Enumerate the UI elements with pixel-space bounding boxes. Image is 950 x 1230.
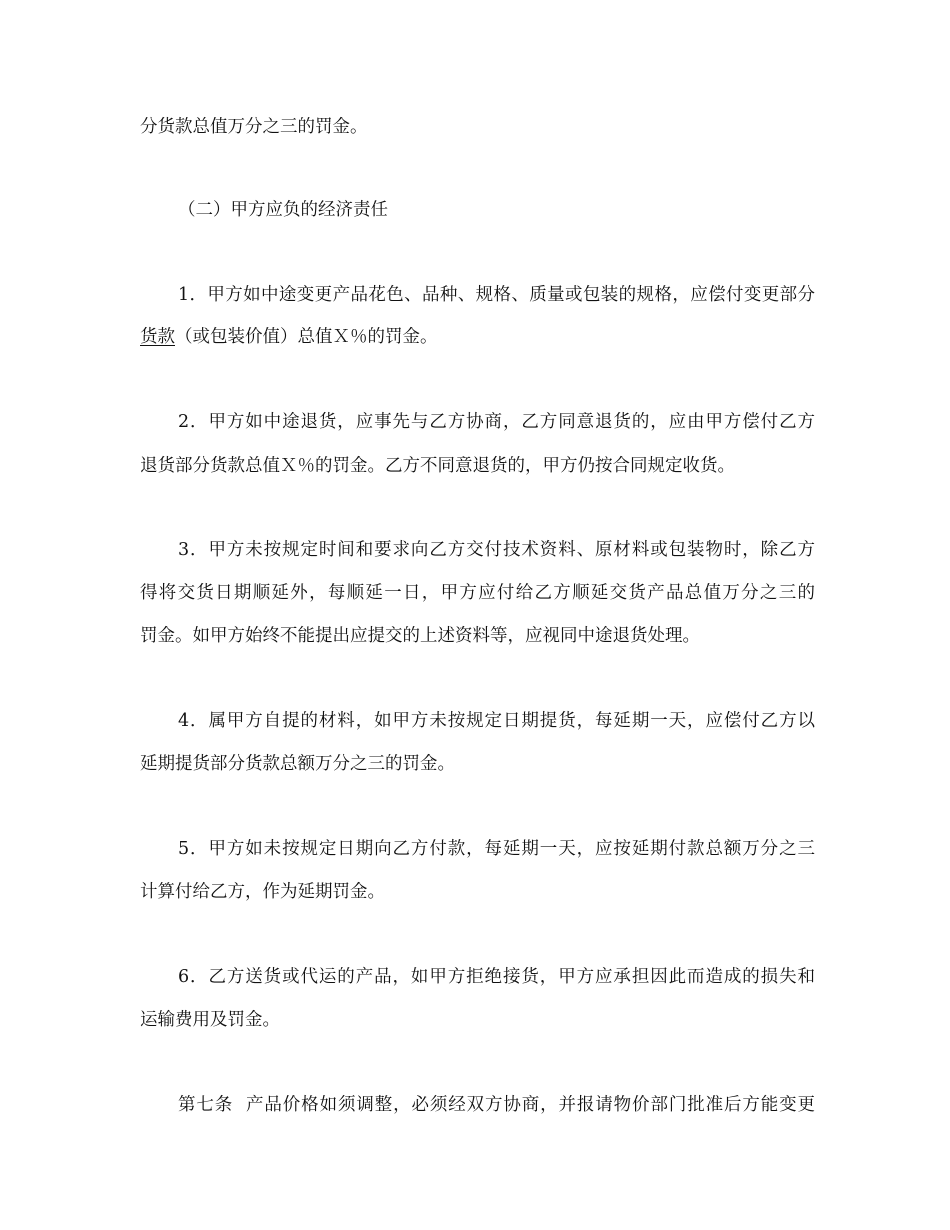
item-2-line-1: 2．甲方如中途退货，应事先与乙方协商，乙方同意退货的，应由甲方偿付乙方 — [178, 412, 815, 432]
underlined-term-payment: 货款 — [140, 327, 175, 347]
item-5-line-1: 5．甲方如未按规定日期向乙方付款，每延期一天，应按延期付款总额万分之三 — [178, 839, 815, 859]
item-3-line-3: 罚金。如甲方始终不能提出应提交的上述资料等，应视同中途退货处理。 — [140, 626, 700, 646]
item-2-line-2: 退货部分货款总值Ｘ％的罚金。乙方不同意退货的，甲方仍按合同规定收货。 — [140, 456, 735, 476]
item-3-line-2: 得将交货日期顺延外，每顺延一日，甲方应付给乙方顺延交货产品总值万分之三的 — [140, 583, 815, 603]
item-6-line-1: 6．乙方送货或代运的产品，如甲方拒绝接货，甲方应承担因此而造成的损失和 — [178, 967, 815, 987]
item-6-line-2: 运输费用及罚金。 — [140, 1010, 280, 1030]
item-3-line-1: 3．甲方未按规定时间和要求向乙方交付技术资料、原材料或包装物时，除乙方 — [178, 540, 815, 560]
item-5-line-2: 计算付给乙方，作为延期罚金。 — [140, 882, 385, 902]
item-1-line-1: 1．甲方如中途变更产品花色、品种、规格、质量或包装的规格，应偿付变更部分 — [178, 285, 815, 305]
item-1-line-2 — [140, 326, 815, 348]
section-heading-party-a-liability: （二）甲方应负的经济责任 — [178, 200, 388, 220]
para-continuation-line: 分货款总值万分之三的罚金。 — [140, 117, 368, 137]
item-1-line-2-rest: （或包装价值）总值Ｘ％的罚金。 — [175, 327, 438, 347]
item-4-line-2: 延期提货部分货款总额万分之三的罚金。 — [140, 754, 455, 774]
article-7-line-1: 第七条 产品价格如须调整，必须经双方协商，并报请物价部门批准后方能变更 — [178, 1095, 815, 1115]
item-4-line-1: 4．属甲方自提的材料，如甲方未按规定日期提货，每延期一天，应偿付乙方以 — [178, 711, 815, 731]
